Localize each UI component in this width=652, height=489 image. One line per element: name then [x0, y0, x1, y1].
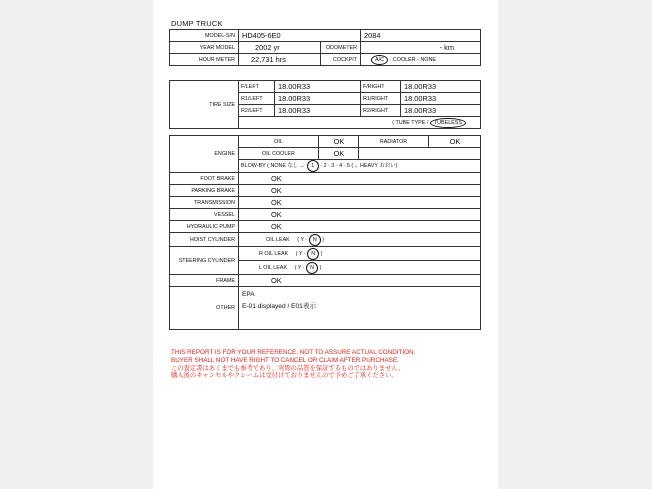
frame-label: FRAME: [170, 275, 239, 287]
cockpit-label: COCKPIT: [321, 54, 361, 66]
disclaimer-line-2: BUYER SHALL NOT HAVE RIGHT TO CANCEL OR CLAIM AFTER PURCHASE.: [171, 356, 399, 364]
steering-r-oil-leak-label: R OIL LEAK: [259, 250, 289, 257]
engine-label: ENGINE: [170, 136, 239, 173]
hoist-n-selected: N: [309, 234, 321, 246]
foot-brake-value: OK: [239, 173, 481, 185]
cockpit-ac-selected: A/C: [371, 55, 388, 65]
foot-brake-label: FOOT BRAKE: [170, 173, 239, 185]
tire-table: [169, 80, 481, 129]
cockpit-value: A/C · COOLER - NONE: [361, 54, 481, 66]
tire-type-selected: TUBELESS: [430, 118, 466, 128]
tire-r1l-label: R1/LEFT: [239, 93, 275, 105]
steering-l-oil-leak: [239, 261, 481, 275]
disclaimer-line-4: 購入後のキャンセルやクレームは受付けておりませんので予めご了承ください。: [171, 372, 398, 380]
other-label: OTHER: [170, 287, 239, 330]
tire-r2r-label: R2/RIGHT: [361, 105, 401, 117]
tire-r1r-label: R1/RIGHT: [361, 93, 401, 105]
blow-by-rest: · 2 · 3 · 4 · 5 (→ HEAVY おおい): [320, 163, 398, 169]
tire-type-prefix: ( TUBE TYPE /: [392, 119, 429, 126]
engine-table: [169, 135, 481, 330]
odometer-label: ODOMETER: [321, 42, 361, 54]
disclaimer-line-1: THIS REPORT IS FOR YOUR REFERENCE, NOT TO ASSURE ACTUAL CONDITION.: [171, 349, 416, 356]
tire-fl-label: F/LEFT: [239, 81, 275, 93]
year-label: YEAR MODEL: [170, 42, 239, 54]
frame-value: OK: [239, 275, 481, 287]
steering-cylinder-label: STEERING CYLINDER: [170, 247, 239, 275]
other-line-2: E-01 displayed / E01表示: [242, 303, 317, 310]
hoist-y: ( Y ·: [297, 236, 308, 243]
model-value: HD405-6E0: [239, 30, 361, 42]
blow-by-selected: 1: [307, 160, 319, 172]
serial-value: 2084: [361, 30, 481, 42]
steering-l-oil-leak-label: L OIL LEAK: [259, 264, 288, 271]
cockpit-rest: COOLER - NONE: [392, 56, 436, 63]
radiator-value: OK: [429, 136, 481, 148]
other-line-1: EPA: [242, 291, 255, 298]
document-title: DUMP TRUCK: [171, 19, 223, 28]
tire-r2r-value: 18.00R33: [401, 105, 481, 117]
odometer-value: - km: [361, 42, 481, 54]
oil-cooler-value: OK: [319, 148, 359, 160]
hoist-close: ): [322, 236, 325, 243]
steering-r-close: ): [320, 250, 323, 257]
model-label: MODEL-S/N: [170, 30, 239, 42]
transmission-value: OK: [239, 197, 481, 209]
tire-type: [239, 117, 481, 129]
steering-r-y: ( Y ·: [295, 250, 306, 257]
parking-brake-label: PARKING BRAKE: [170, 185, 239, 197]
tire-fr-value: 18.00R33: [401, 81, 481, 93]
tire-r1l-value: 18.00R33: [275, 93, 361, 105]
steering-r-n-selected: N: [307, 248, 319, 260]
other-value: [239, 287, 481, 330]
tire-fl-value: 18.00R33: [275, 81, 361, 93]
hydraulic-pump-value: OK: [239, 221, 481, 233]
hydraulic-pump-label: HYDRAULIC PUMP: [170, 221, 239, 233]
tire-r2l-value: 18.00R33: [275, 105, 361, 117]
inspection-sheet: [169, 29, 480, 330]
transmission-label: TRANSMISSION: [170, 197, 239, 209]
hour-value: 22,731 hrs: [239, 54, 321, 66]
steering-l-close: ): [319, 264, 322, 271]
tire-fr-label: F/RIGHT: [361, 81, 401, 93]
steering-l-y: ( Y ·: [294, 264, 305, 271]
oil-value: OK: [319, 136, 359, 148]
hoist-oil-leak: [239, 233, 481, 247]
tire-r1r-value: 18.00R33: [401, 93, 481, 105]
blow-by: [239, 160, 481, 173]
steering-l-n-selected: N: [306, 262, 318, 274]
blow-by-prefix: BLOW-BY ( NONE なし ←: [241, 163, 306, 169]
vessel-label: VESSEL: [170, 209, 239, 221]
hoist-oil-leak-label: OIL LEAK: [266, 236, 290, 243]
tire-size-label: TIRE SIZE: [170, 81, 239, 129]
tire-r2l-label: R2/LEFT: [239, 105, 275, 117]
header-table: [169, 29, 481, 66]
hoist-cylinder-label: HOIST CYLINDER: [170, 233, 239, 247]
oil-label: OIL: [239, 136, 319, 148]
year-value: 2002 yr: [239, 42, 321, 54]
radiator-label: RADIATOR: [359, 136, 429, 148]
parking-brake-value: OK: [239, 185, 481, 197]
vessel-value: OK: [239, 209, 481, 221]
disclaimer-line-3: この査定書はあくまでも参考であり、実際の品質を保証するものではありません。: [171, 364, 405, 372]
steering-r-oil-leak: [239, 247, 481, 261]
oil-cooler-label: OIL COOLER: [239, 148, 319, 160]
disclaimer: [171, 349, 415, 380]
hour-label: HOUR METER: [170, 54, 239, 66]
